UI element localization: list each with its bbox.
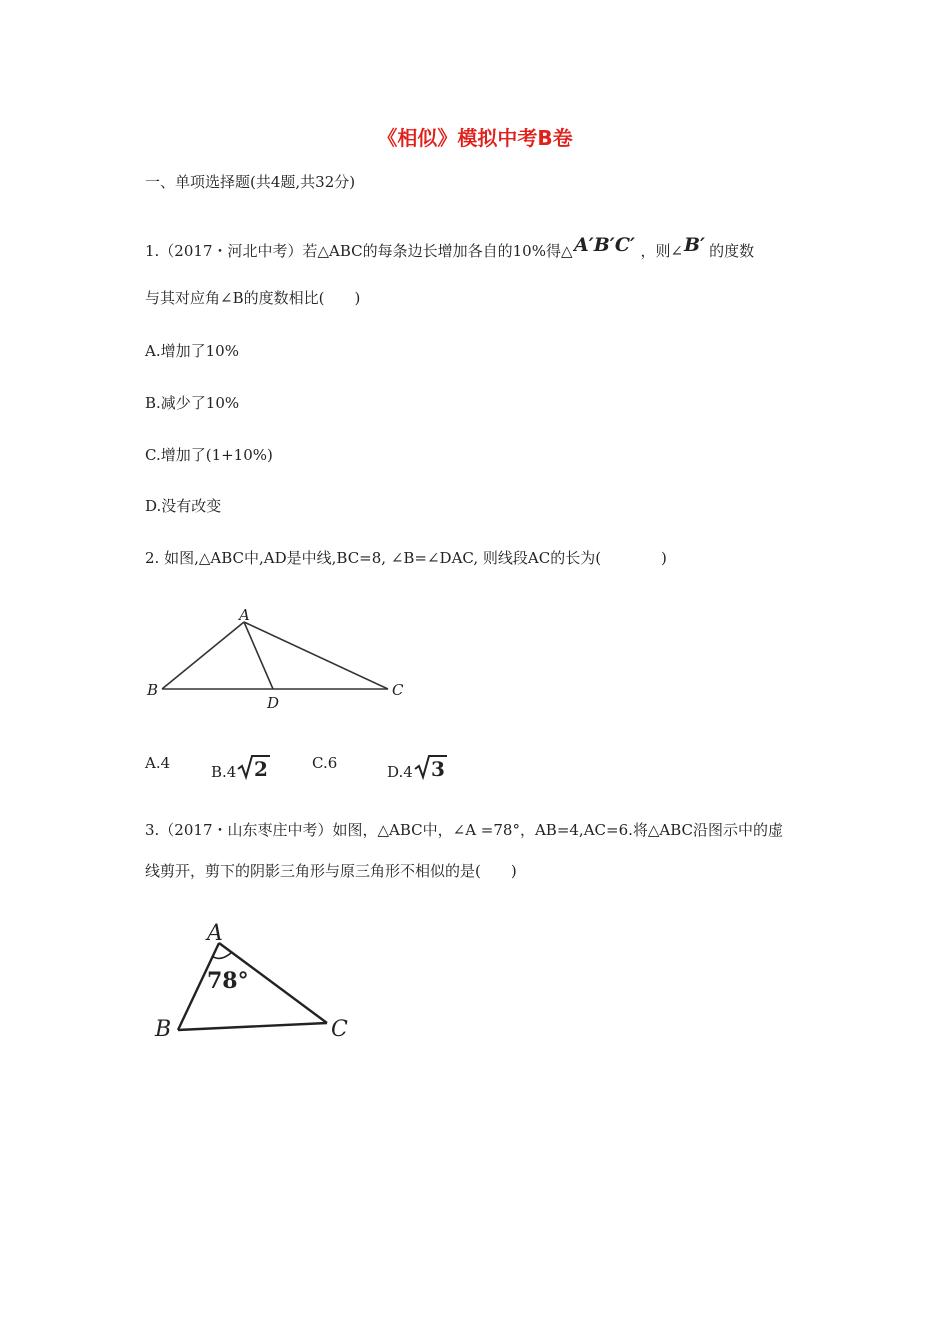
question-2-option-d [387, 753, 449, 782]
question-3-line-2: 线剪开，剪下的阴影三角形与原三角形不相似的是( ) [145, 862, 517, 880]
figure-label-a: A [239, 606, 250, 624]
figure-label-b: B [147, 681, 159, 699]
option-b-text: B.4 [211, 763, 237, 781]
triangle-figure-78-degrees [145, 912, 375, 1044]
radicand-3: 3 [430, 757, 445, 781]
math-symbol-b-prime [683, 234, 709, 263]
angle-label: 78° [207, 968, 249, 994]
figure-label-d: D [267, 694, 280, 712]
question-2-option-c [312, 753, 337, 773]
question-1-option-d: D.没有改变 [145, 497, 222, 515]
figure-label-a: A [207, 921, 223, 946]
option-a-text: A.4 [145, 754, 171, 772]
radicand-2: 2 [254, 757, 269, 781]
question-1-text-b: ，则∠ [640, 242, 684, 260]
question-1-text-c: 的度数 [709, 242, 755, 260]
math-symbol-a-b-c-prime [573, 234, 641, 263]
question-1-text-a: 1.（2017・河北中考）若△ABC的每条边长增加各自的10%得△ [145, 242, 573, 260]
triangle-figure-adc [140, 600, 420, 718]
page-title: 《相似》模拟中考B卷 [377, 126, 573, 150]
question-1-option-c: C.增加了(1+10%) [145, 446, 273, 464]
sqrt-3-icon [413, 753, 449, 781]
figure-label-b: B [155, 1017, 172, 1042]
question-1-line-1 [145, 234, 754, 263]
sqrt-2-icon [236, 753, 272, 781]
question-2-option-b [211, 753, 272, 782]
question-3-line-1: 3.（2017・山东枣庄中考）如图，△ABC中，∠A =78°，AB=4,AC=6.将△ABC沿图示中的虚 [145, 821, 784, 839]
sym2-text: B′ [684, 234, 706, 256]
section-heading: 一、单项选择题(共4题,共32分) [145, 173, 356, 191]
figure-label-c: C [392, 681, 404, 699]
sym1-text: A′B′C′ [573, 234, 635, 256]
question-1-option-a: A.增加了10% [145, 342, 239, 360]
option-c-text: C.6 [312, 754, 338, 772]
question-2-text: 2. 如图,△ABC中,AD是中线,BC=8, ∠B=∠DAC, 则线段AC的长为( ) [145, 549, 667, 567]
question-2-option-a [145, 753, 170, 773]
figure-label-c: C [331, 1017, 348, 1042]
question-1-option-b: B.减少了10% [145, 394, 240, 412]
question-1-line-2: 与其对应角∠B的度数相比( ) [145, 289, 361, 307]
option-d-text: D.4 [387, 763, 413, 781]
